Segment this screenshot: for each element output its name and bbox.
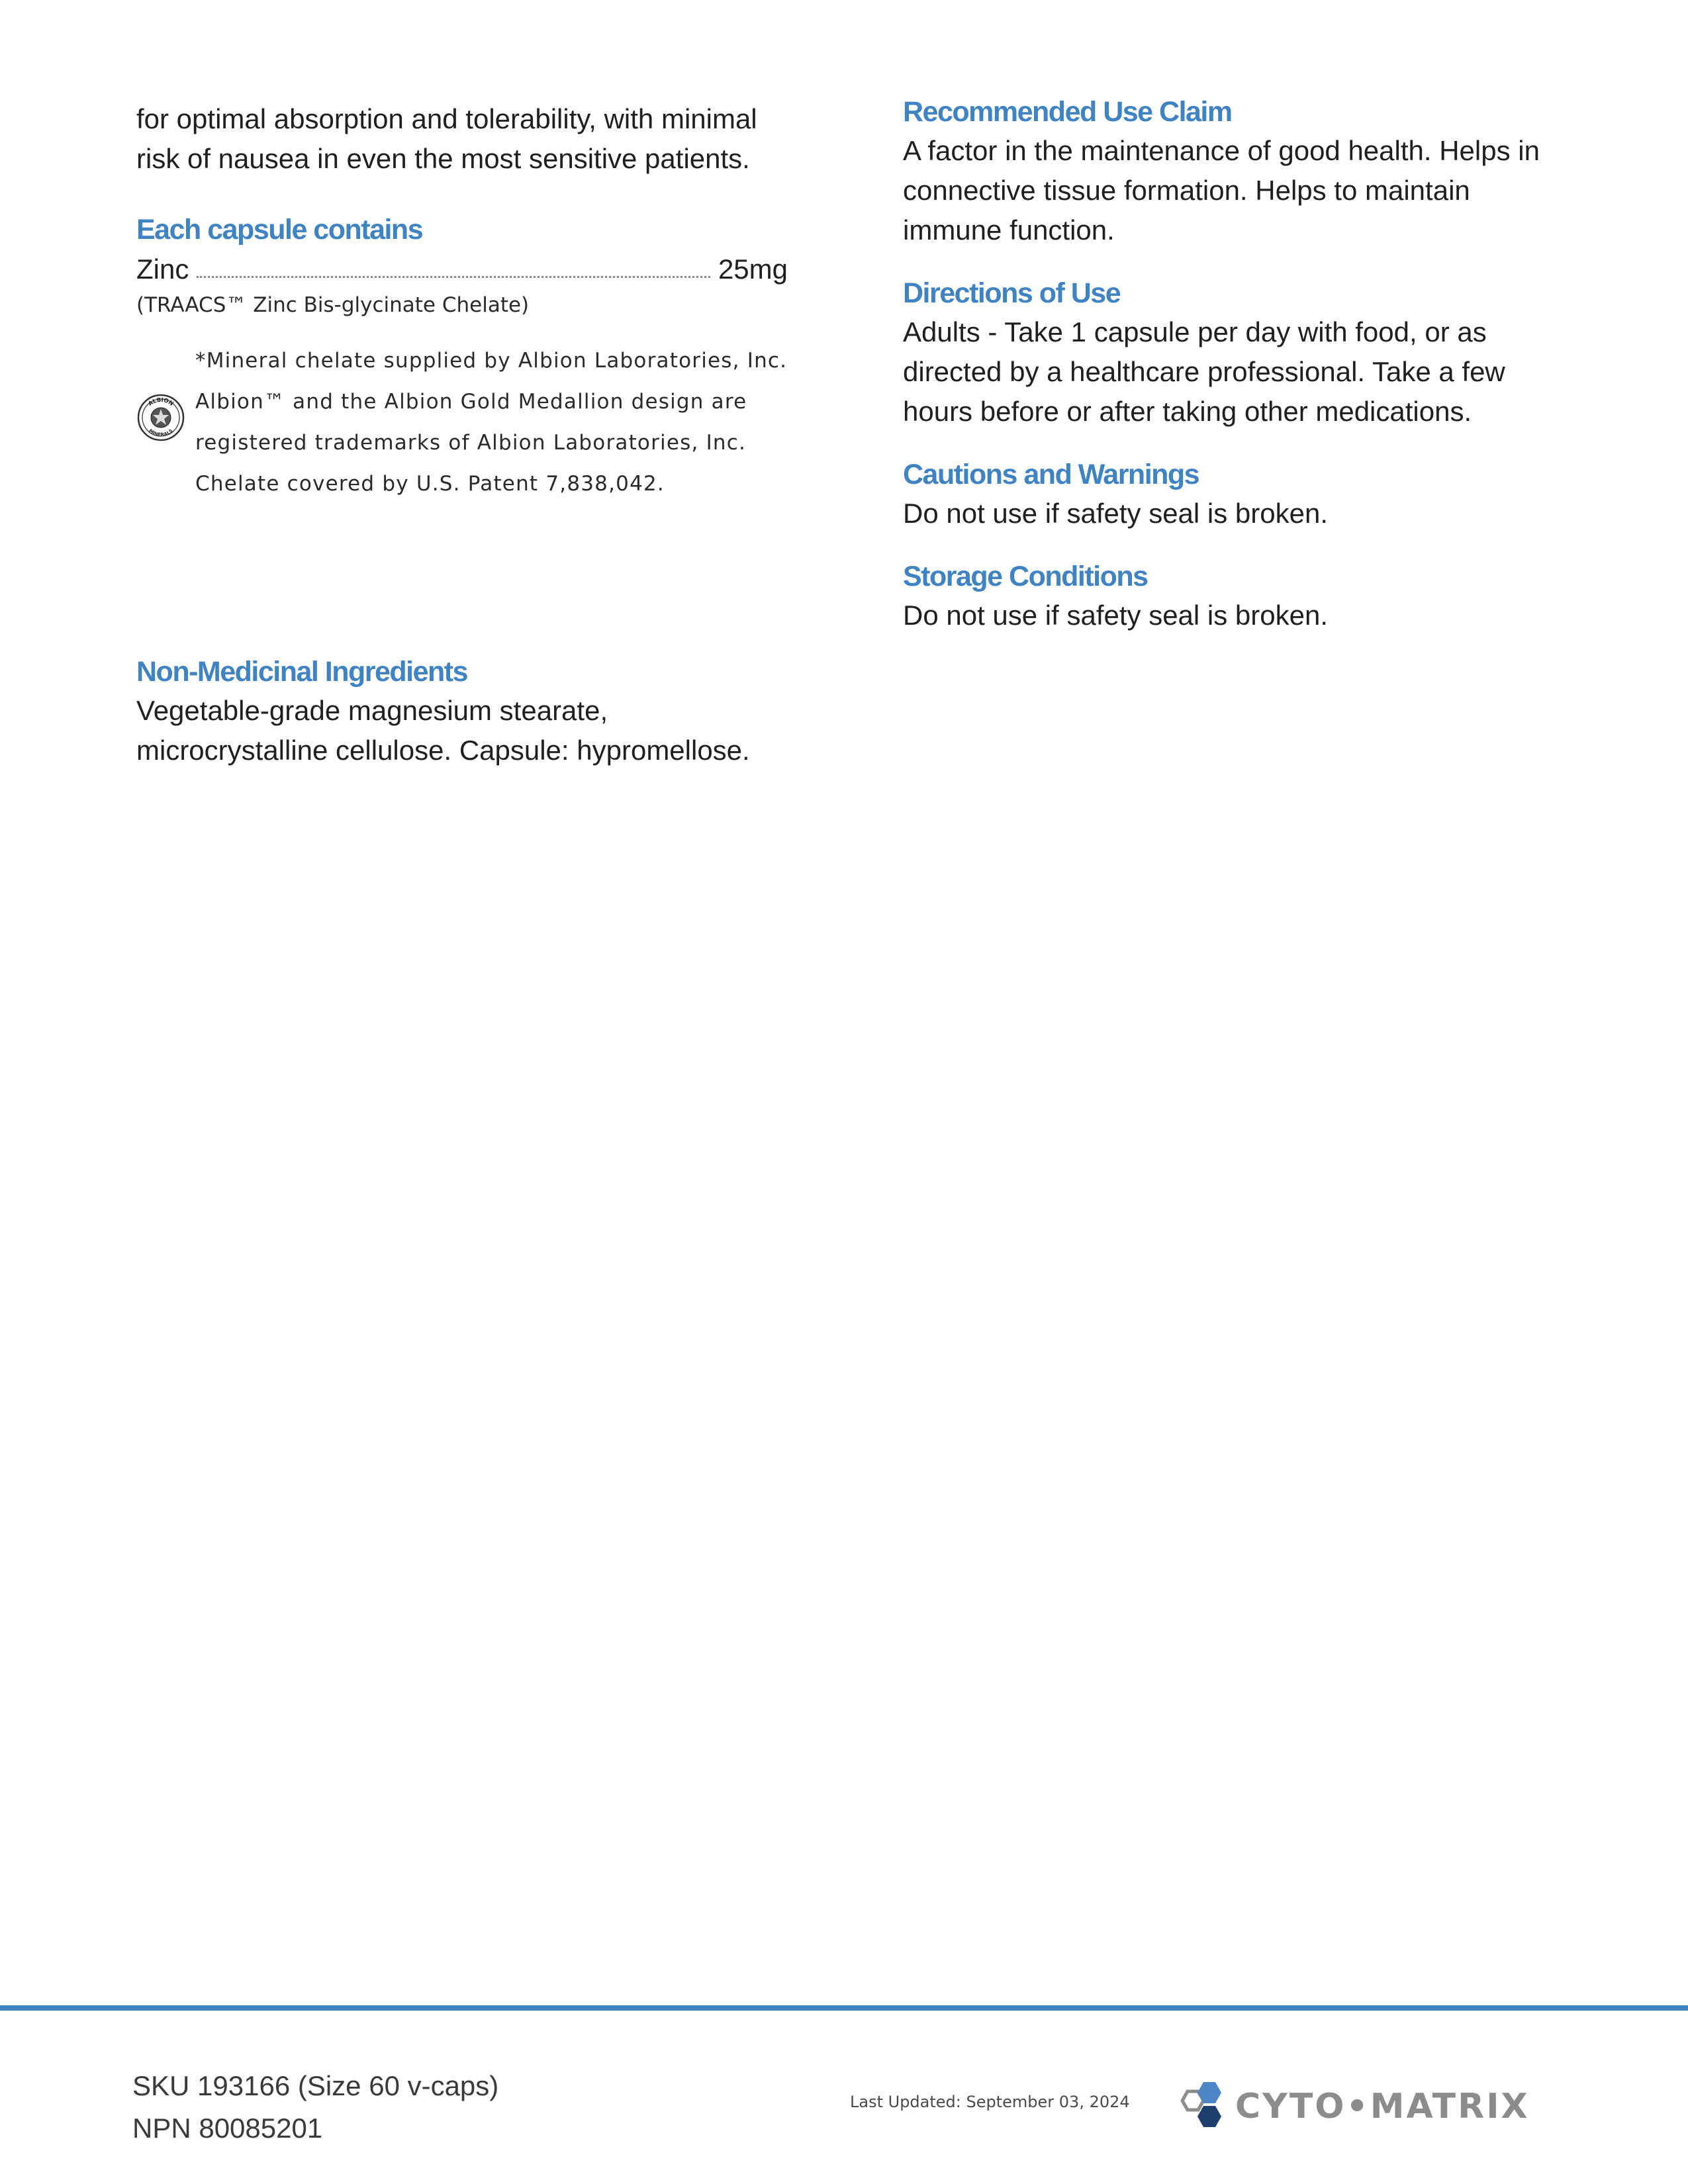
last-updated: Last Updated: September 03, 2024	[850, 2093, 1130, 2111]
recommended-use-section	[903, 93, 1565, 250]
directions-heading: Directions of Use	[903, 277, 1121, 309]
recommended-use-line: connective tissue formation. Helps to maintain	[903, 175, 1470, 206]
directions-line: hours before or after taking other medications.	[903, 396, 1472, 427]
dotted-leader	[197, 276, 710, 278]
hexagon-mark-icon	[1182, 2082, 1221, 2127]
recommended-use-line: A factor in the maintenance of good health. Helps in	[903, 135, 1540, 166]
non-medicinal-heading: Non-Medicinal Ingredients	[136, 656, 468, 688]
storage-line: Do not use if safety seal is broken.	[903, 600, 1328, 631]
directions-line: directed by a healthcare professional. Take a few	[903, 356, 1505, 387]
storage-heading: Storage Conditions	[903, 561, 1148, 592]
non-medicinal-line: Vegetable-grade magnesium stearate,	[136, 695, 608, 726]
albion-logo-bottom-text: MINERALS	[148, 428, 174, 438]
chelate-note-line: Albion™ and the Albion Gold Medallion design are	[195, 390, 747, 414]
chelate-note-line: registered trademarks of Albion Laboratories, Inc.	[195, 431, 747, 455]
ingredient-source: (TRAACS™ Zinc Bis-glycinate Chelate)	[136, 293, 530, 317]
cautions-line: Do not use if safety seal is broken.	[903, 498, 1328, 529]
npn-text: NPN 80085201	[132, 2113, 323, 2144]
cautions-section	[903, 455, 1565, 533]
non-medicinal-paragraph	[136, 691, 798, 770]
albion-logo-top-text: ALBION	[147, 396, 175, 408]
chelate-note	[136, 340, 791, 504]
albion-medallion-icon	[136, 393, 185, 442]
ingredient-row	[136, 250, 788, 289]
sku-text: SKU 193166 (Size 60 v-caps)	[132, 2070, 499, 2101]
left-column	[136, 93, 798, 770]
chelate-note-line: *Mineral chelate supplied by Albion Laboratories, Inc.	[195, 349, 788, 373]
non-medicinal-line: microcrystalline cellulose. Capsule: hypromellose.	[136, 735, 750, 766]
directions-section	[903, 274, 1565, 432]
each-capsule-heading: Each capsule contains	[136, 214, 423, 246]
directions-line: Adults - Take 1 capsule per day with food, or as	[903, 316, 1487, 347]
cytomatrix-logo	[1161, 2070, 1558, 2143]
right-column	[903, 93, 1565, 635]
brand-wordmark: CYTO•MATRIX	[1235, 2087, 1530, 2126]
storage-section	[903, 557, 1565, 635]
ingredient-name: Zinc	[136, 253, 189, 285]
cautions-heading: Cautions and Warnings	[903, 459, 1199, 490]
recommended-use-line: immune function.	[903, 214, 1115, 246]
recommended-use-heading: Recommended Use Claim	[903, 96, 1232, 128]
product-codes	[132, 2065, 498, 2150]
ingredient-amount: 25mg	[718, 253, 788, 285]
intro-paragraph	[136, 99, 798, 179]
intro-line: risk of nausea in even the most sensitive patients.	[136, 143, 750, 174]
intro-line: for optimal absorption and tolerability, with minimal	[136, 103, 757, 134]
footer-divider	[0, 2005, 1688, 2011]
chelate-note-line: Chelate covered by U.S. Patent 7,838,042.	[195, 472, 665, 496]
